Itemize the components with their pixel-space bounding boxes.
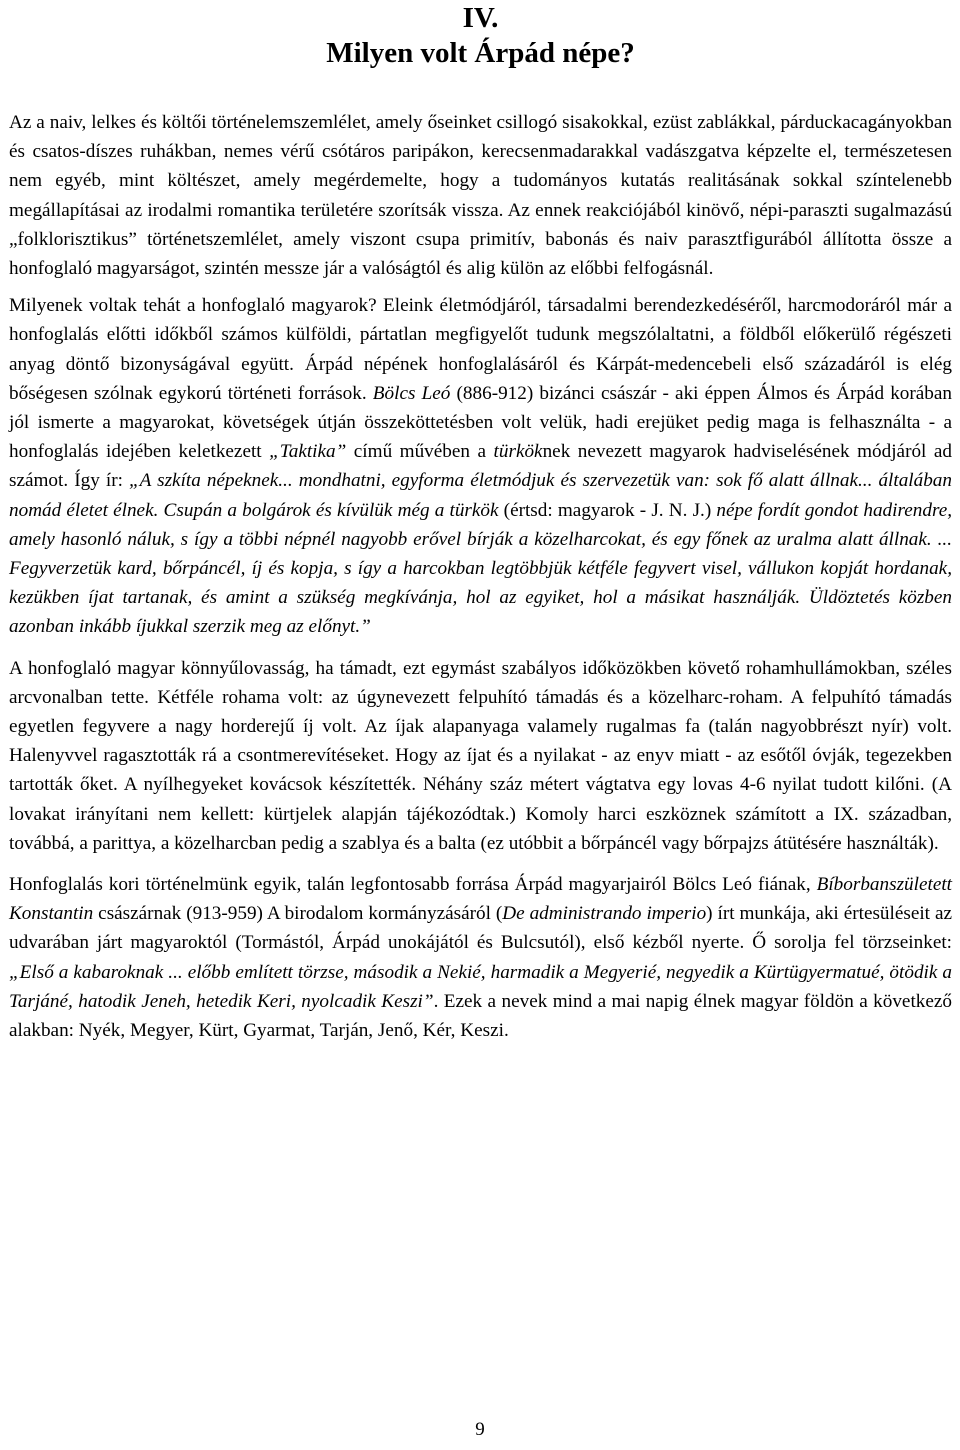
chapter-number: IV. xyxy=(462,2,499,34)
paragraph-4-text-4: . Ezek a nevek mind a mai napig élnek magyar földön a következő alakban: Nyék, Megyer, Kürt, Gyarmat, Tarján, Jenő, Kér, Keszi. xyxy=(9,990,952,1042)
paragraph-4-italic-dai: De administrando imperio xyxy=(502,903,707,925)
paragraph-4-text-2: császárnak (913-959) A birodalom kormányzásáról ( xyxy=(93,903,503,925)
paragraph-2 xyxy=(9,291,952,641)
paragraph-2-quote-part-2: népe fordít gondot hadirendre, amely hasonló náluk, s így a többi népnél nagyobb erővel bírják a közelharcokat, és egy főnek az uralma alatt állnak. ... Fegyverzetük kard, bőrpáncél, íj és kopja, s így a harcokban legtöbbjük kétféle fegyvert visel, vállukon kopját hordanak, kezükben íjat tartanak, és amint a szükség megkívánja, hol az egyiket, hol a másikat használják. Üldöztetés közben azonban inkább íjukkal szerzik meg az előnyt.” xyxy=(9,499,953,638)
paragraph-4-text-1: Honfoglalás kori történelmünk egyik, talán legfontosabb forrása Árpád magyarjairól Bölcs Leó fiának, xyxy=(9,874,817,896)
paragraph-4-quote-tribes: „Első a kabaroknak ... előbb említett törzse, második a Nekié, harmadik a Megyerié, negyedik a Kürtügyermatué, ötödik a Tarjáné, hatodik Jeneh, hetedik Keri, nyolcadik Keszi” xyxy=(9,961,952,1012)
paragraph-2-text-5: (értsd: magyarok - J. N. J.) xyxy=(498,499,717,521)
paragraph-4-text-3: ) írt munkája, aki értesüléseit az udvarában járt magyaroktól (Tormástól, Árpád unokájától és Bulcsutól), első kézből nyerte. Ő sorolja fel törzseinket: xyxy=(9,903,952,954)
paragraph-2-text-3: című művében a xyxy=(346,441,494,463)
page-number: 9 xyxy=(475,1419,485,1440)
paragraph-2-text-1: Milyenek voltak tehát a honfoglaló magyarok? Eleink életmódjáról, társadalmi berendezkedéséről, harcmodoráról már a honfoglalás előtti időkből számos külföldi, pártatlan megfigyelőt tudunk megszólaltatni, a földből előkerülő régészeti anyag döntő bizonyságával együtt. Árpád népének honfoglalásáról és Kárpát-medencebeli első századáról is elég bőségesen szólnak egykorú történeti források. xyxy=(9,295,952,404)
paragraph-2-italic-turkok: türkök xyxy=(493,441,543,463)
paragraph-2-text-2: (886-912) bizánci császár - aki éppen Álmos és Árpád korában jól ismerte a magyarokat, követségek útján összeköttetésben volt velük, hadi erejüket pedig maga is felhasználta - a honfoglalás idejében keletkezett xyxy=(9,382,952,463)
paragraph-1 xyxy=(9,108,952,283)
paragraph-1-sentence-2: Az ennek reakciójából kinövő, népi-paraszti sugalmazású „folklorisztikus” történetszemlélet, amely viszont csupa primitív, babonás és naiv parasztfigurából állította össze a honfoglaló magyarságot, szintén messze jár a valóságtól és alig külön az előbbi felfogásnál. xyxy=(9,199,952,280)
paragraph-3: A honfoglaló magyar könnyűlovasság, ha támadt, ezt egymást szabályos időközökben követő rohamhullámokban, széles arcvonalban tette. Kétféle rohama volt: az úgynevezett felpuhító támadás és a közelharc-roham. A felpuhító támadás egyetlen fegyvere a nagy horderejű íj volt. Az íjak alapanyaga valamely rugalmas fa (talán nagyobbrészt nyír) volt. Halenyvvel ragasztották rá a csontmerevítéseket. Hogy az íjat és a nyilakat - az enyv miatt - az esőtől óvják, tegezekben tartották őket. A nyílhegyeket kovácsok készítették. Néhány száz métert vágtatva egy lovas 4-6 nyilat tudott kilőni. (A lovakat irányítani nem kellett: kürtjelek alapján tájékozódtak.) Komoly harci eszköznek számított a IX. században, továbbá, a parittya, a közelharcban pedig a szablya és a balta (ez utóbbit a bőrpáncél vagy bőrpajzs átütésére használták). xyxy=(9,657,952,854)
paragraph-4 xyxy=(9,870,952,1045)
paragraph-4-italic-konstantin: Bíborbanszületett Konstantin xyxy=(9,874,952,925)
paragraph-2-text-4: nek nevezett magyarok hadviselésének módjáról ad számot. Így ír: xyxy=(9,441,953,492)
paragraph-2-quote-part-1: „A szkíta népeknek... mondhatni, egyforma életmódjuk és szervezetük van: sok fő alatt állnak... általában nomád életet élnek. Csupán a bolgárok és kívülük még a türkök xyxy=(9,470,952,521)
chapter-title: Milyen volt Árpád népe? xyxy=(326,37,635,69)
paragraph-2-italic-bolcs-leo: Bölcs Leó xyxy=(372,382,451,404)
paragraph-1-sentence-1: Az a naiv, lelkes és költői történelemszemlélet, amely őseinket csillogó sisakokkal, ezüst zablákkal, párduckacagányokban és csatos-díszes ruhákban, nemes vérű csótáros paripákon, kerecsenmadarakkal vadászgatva képzelte el, természetesen nem egyéb, mint költészet, amely megérdemelte, hogy a tudományos kutatás realitásának sokkal színtelenebb megállapításai az irodalmi romantika területére szorítsák vissza. xyxy=(9,112,952,221)
paragraph-2-italic-taktika: „Taktika” xyxy=(269,441,347,463)
